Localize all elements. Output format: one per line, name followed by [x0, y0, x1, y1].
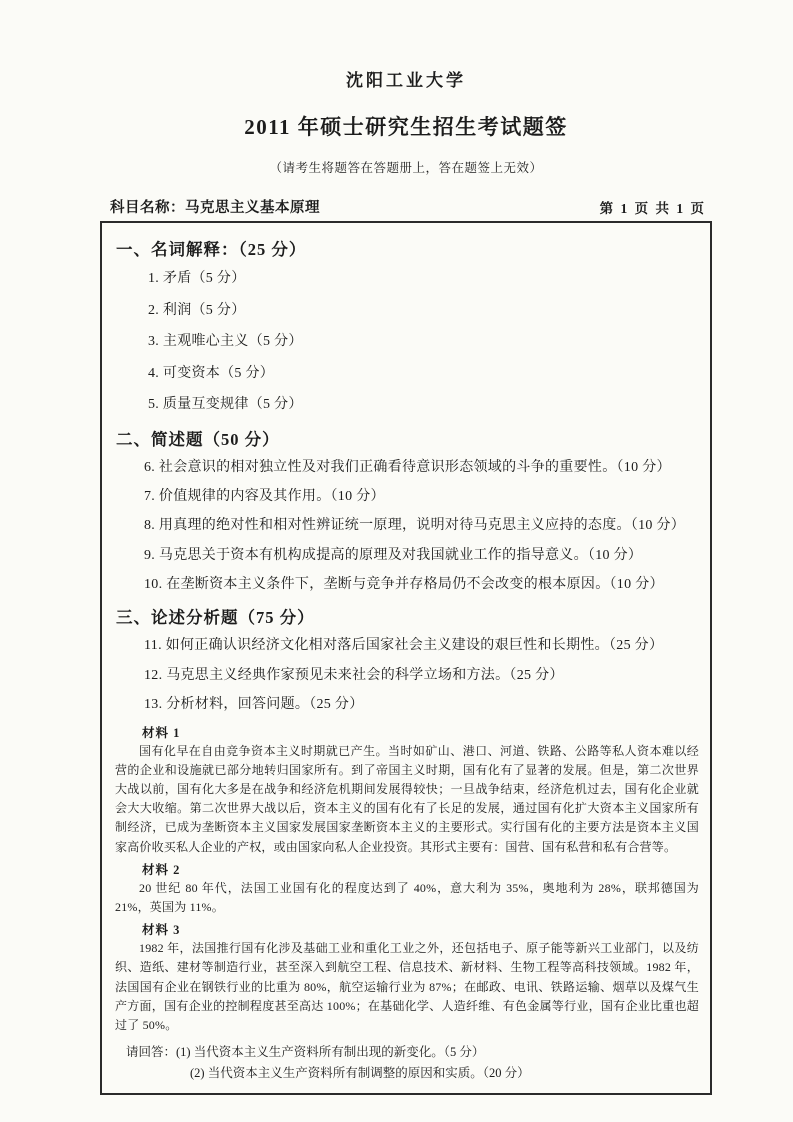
- question-item: 9. 马克思关于资本有机构成提高的原理及对我国就业工作的指导意义。（10 分）: [144, 547, 643, 563]
- question-item: 11. 如何正确认识经济文化相对落后国家社会主义建设的艰巨性和长期性。（25 分）: [144, 638, 664, 654]
- section-heading: 二、简述题（50 分）: [116, 429, 280, 449]
- material-label: 材料 2: [142, 862, 181, 877]
- material-1: [114, 723, 700, 857]
- question-item: 7. 价值规律的内容及其作用。（10 分）: [144, 488, 385, 504]
- question-item: 13. 分析材料，回答问题。（25 分）: [144, 697, 364, 713]
- question-item: 6. 社会意识的相对独立性及对我们正确看待意识形态领域的斗争的重要性。（10 分）: [144, 459, 671, 475]
- section-definitions: [114, 236, 700, 421]
- question-item: 10. 在垄断资本主义条件下，垄断与竞争并存格局仍不会改变的根本原因。（10 分）: [144, 577, 664, 593]
- materials-block: [114, 723, 700, 1035]
- question-item: 5. 质量互变规律（5 分）: [148, 397, 303, 412]
- section-essay-analysis: [114, 604, 700, 719]
- question-item: 8. 用真理的绝对性和相对性辨证统一原理，说明对待马克思主义应持的态度。（10 分）: [144, 518, 686, 534]
- material-label: 材料 1: [142, 725, 181, 740]
- answer-prompt-block: [126, 1042, 700, 1085]
- exam-title: 2011 年硕士研究生招生考试题签: [244, 115, 568, 139]
- subject-name: 科目名称：马克思主义基本原理: [110, 200, 320, 216]
- material-text: 1982 年，法国推行国有化涉及基础工业和重化工业之外，还包括电子、原子能等新兴工业部门，以及纺织、造纸、建材等制造行业，甚至深入到航空工程、信息技术、新材料、生物工程等高科技领域。1982 年，法国国有企业在钢铁行业的比重为 80%，航空运输行业为 87%；在邮政、电讯、铁路运输、烟草以及煤气生产方面，国有企业的控制程度甚至高达 100%；在基础化学、人造纤维、有色金属等行业，国有企业比重也超过了 50%。: [115, 941, 699, 1032]
- material-text: 国有化早在自由竞争资本主义时期就已产生。当时如矿山、港口、河道、铁路、公路等私人资本难以经营的企业和设施就已部分地转归国家所有。到了帝国主义时期，国有化有了显著的发展。但是，第二次世界大战以前，国有化大多是在战争和经济危机期间发展得较快；一旦战争结束，经济危机过去，国有化企业就会大大收缩。第二次世界大战以后，资本主义的国有化有了长足的发展，通过国有化扩大资本主义国家所有制经济，已成为垄断资本主义国家发展国家垄断资本主义的主要形式。实行国有化的主要方法是资本主义国家高价收买私人企业的产权，或由国家向私人企业投资。其形式主要有：国营、国有私营和私有合营等。: [115, 743, 699, 854]
- question-item: 12. 马克思主义经典作家预见未来社会的科学立场和方法。（25 分）: [144, 667, 564, 683]
- page-indicator: 第 1 页 共 1 页: [599, 201, 706, 216]
- university-name: 沈阳工业大学: [346, 71, 466, 90]
- answer-question-2: (2) 当代资本主义生产资料所有制调整的原因和实质。（20 分）: [190, 1066, 530, 1081]
- question-box: [100, 221, 712, 1095]
- section-heading: 三、论述分析题（75 分）: [116, 608, 315, 628]
- section-heading: 一、名词解释：（25 分）: [116, 240, 307, 259]
- question-item: 2. 利润（5 分）: [148, 302, 246, 318]
- section-short-answer: [114, 426, 700, 600]
- answer-question-1: (1) 当代资本主义生产资料所有制出现的新变化。（5 分）: [176, 1045, 485, 1060]
- material-3: [114, 920, 700, 1035]
- subject-row: [100, 196, 712, 221]
- material-2: [114, 860, 700, 917]
- material-label: 材料 3: [142, 923, 181, 938]
- answer-prompt-line-1: [126, 1042, 700, 1063]
- question-item: 3. 主观唯心主义（5 分）: [148, 334, 303, 349]
- answer-prompt-line-2: [190, 1063, 700, 1084]
- question-item: 1. 矛盾（5 分）: [148, 271, 246, 286]
- exam-instruction-note: （请考生将题答在答题册上，答在题签上无效）: [269, 161, 543, 175]
- answer-prompt-label: 请回答：: [126, 1045, 177, 1060]
- material-text: 20 世纪 80 年代，法国工业国有化的程度达到了 40%，意大利为 35%，奥地利为 28%，联邦德国为 21%，英国为 11%。: [115, 880, 699, 914]
- question-item: 4. 可变资本（5 分）: [148, 365, 275, 381]
